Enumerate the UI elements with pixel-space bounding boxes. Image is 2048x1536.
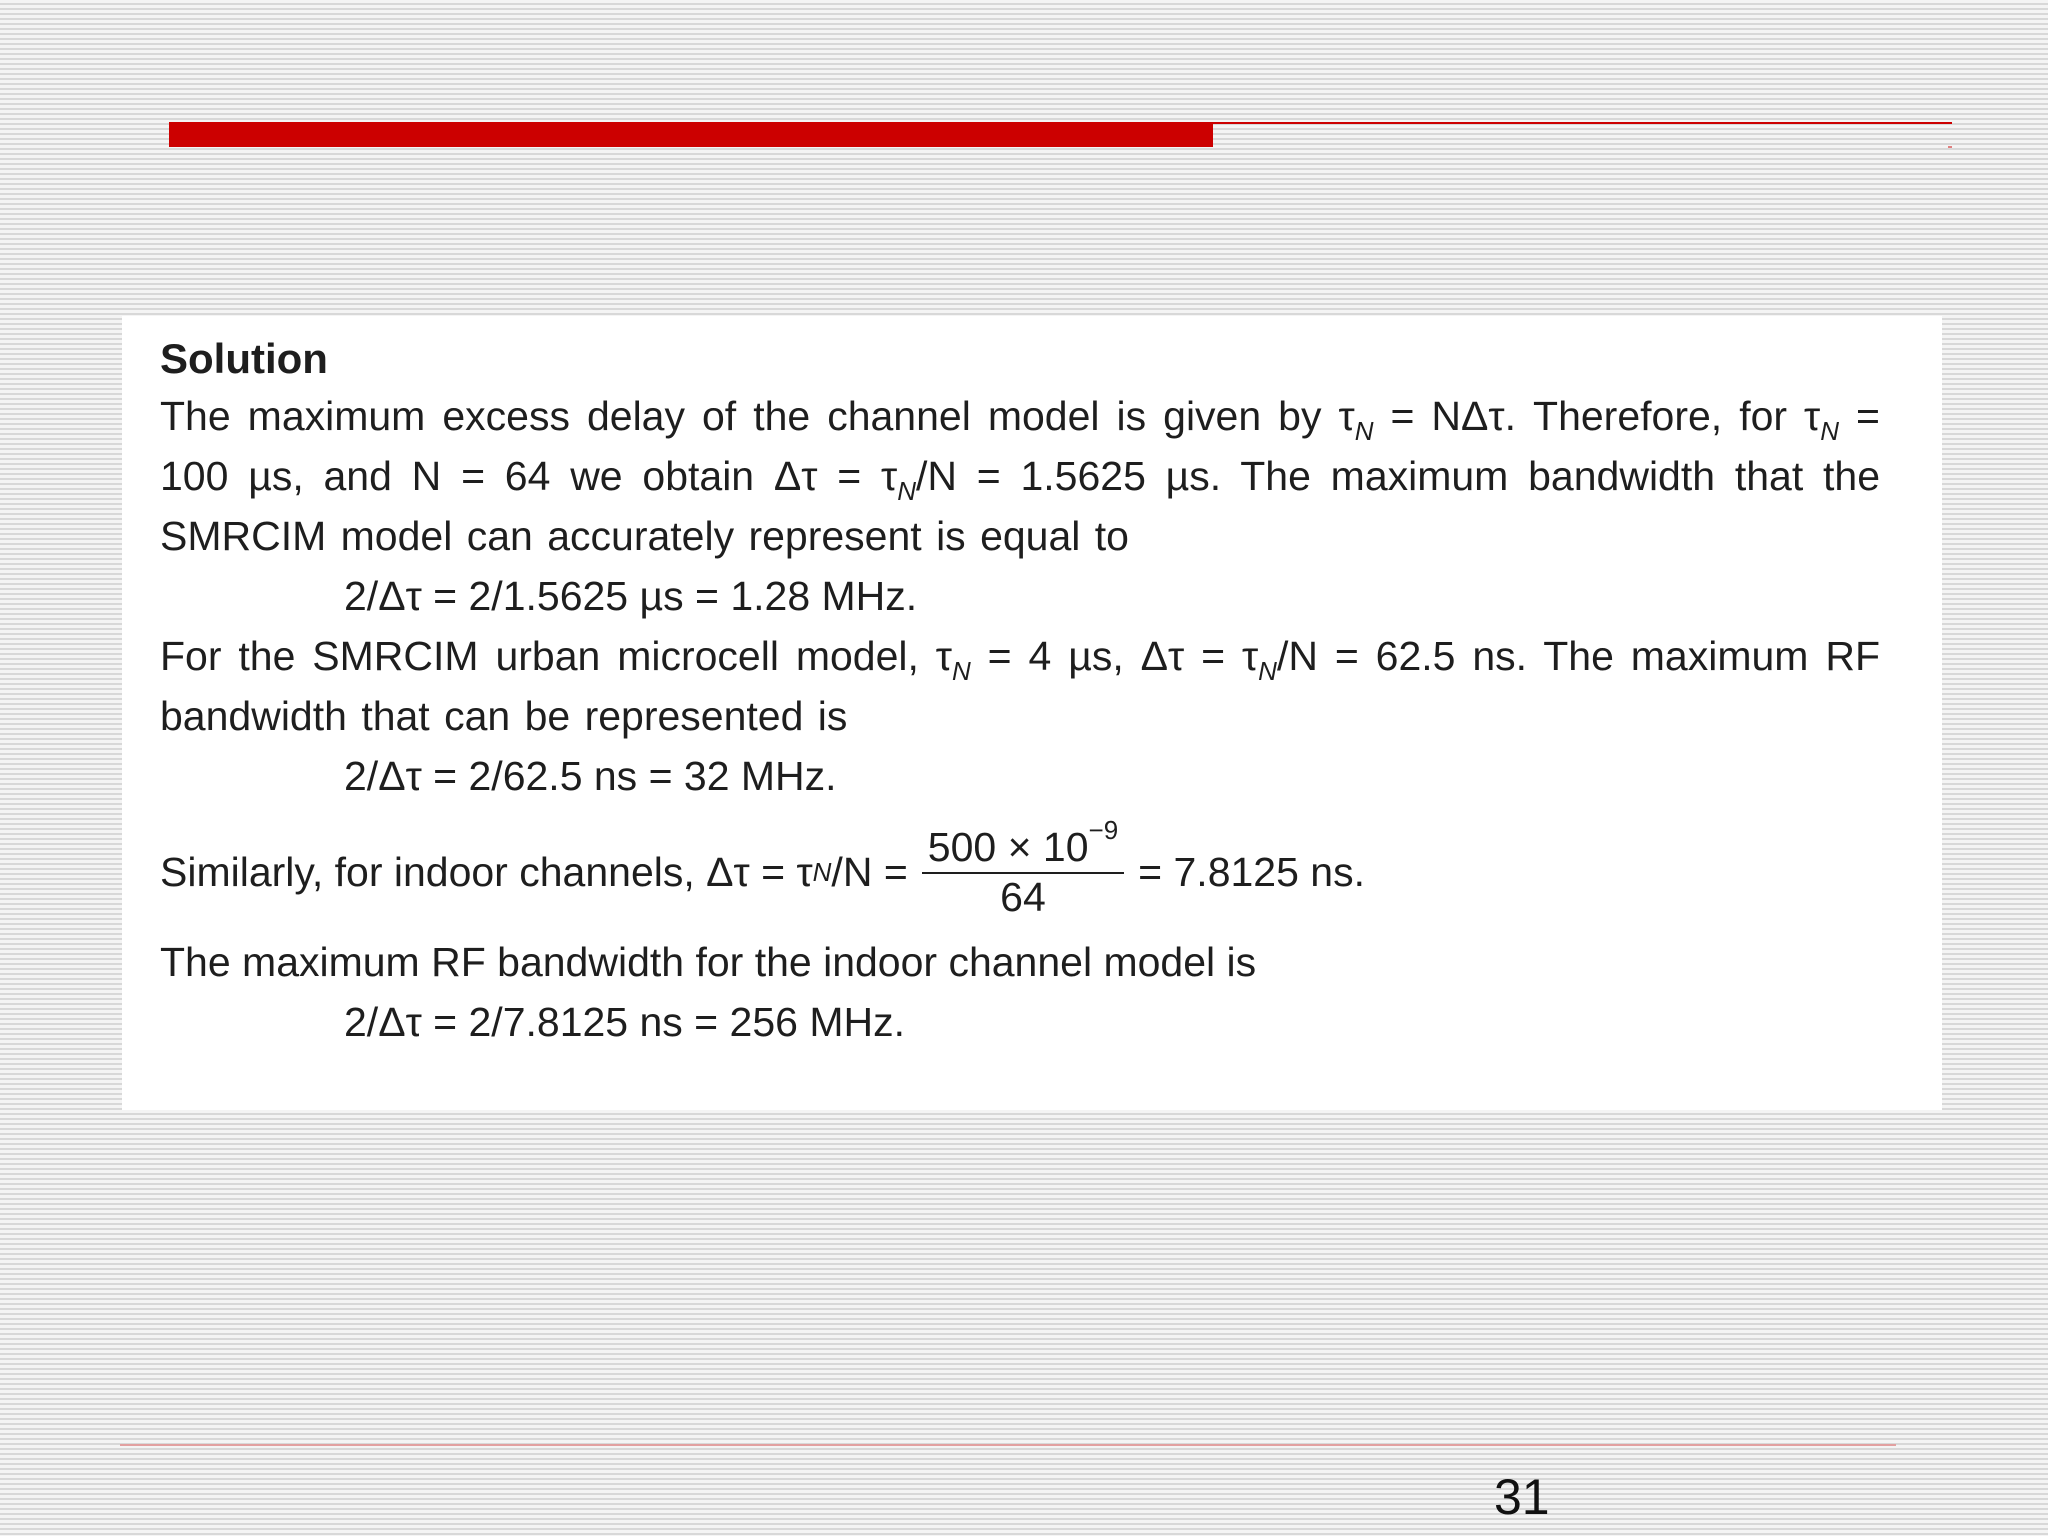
- page-number: 31: [1494, 1469, 1550, 1525]
- p1-tail-2: = 100 µs, and N = 64 we obtain Δτ = τ: [160, 393, 1880, 499]
- footer-rule: [120, 1444, 1896, 1446]
- fraction-numerator-base: 500 × 10: [927, 824, 1089, 870]
- p1-text: The maximum excess delay of the channel model is given by τ: [160, 393, 1355, 439]
- fraction-denominator: 64: [1000, 874, 1046, 920]
- p3-tail: = 7.8125 ns.: [1138, 849, 1365, 895]
- fraction: [922, 815, 1124, 920]
- solution-panel: [122, 316, 1942, 1110]
- paragraph-indoor-channels: Similarly, for indoor channels, Δτ = τ N /N = $\frac{500 \times 10^{-9}}{64}$ = 7.8125 ns.: [160, 815, 1365, 920]
- p2-mid: = 4 µs, Δτ = τ: [970, 633, 1259, 679]
- title-accent-bar: [169, 122, 1213, 147]
- paragraph-urban-microcell: [160, 626, 1880, 746]
- title-accent-rule: [1213, 122, 1952, 124]
- fraction-exponent: −9: [1088, 815, 1119, 845]
- fraction-numerator: [922, 815, 1124, 874]
- p2-text: For the SMRCIM urban microcell model, τ: [160, 633, 952, 679]
- p1-subscript-2: N: [1820, 416, 1840, 446]
- p2-subscript-2: N: [1258, 656, 1277, 686]
- paragraph-indoor-bandwidth: The maximum RF bandwidth for the indoor channel model is: [160, 939, 1257, 985]
- p3-text: Similarly, for indoor channels, Δτ = τ: [160, 849, 813, 895]
- p3-mid: /N =: [831, 849, 908, 895]
- p1-subscript: N: [1354, 416, 1374, 446]
- paragraph-max-excess-delay: [160, 386, 1880, 566]
- p1-subscript-3: N: [897, 476, 916, 506]
- p2-subscript: N: [952, 656, 971, 686]
- equation-urban-bandwidth: 2/Δτ = 2/62.5 ns = 32 MHz.: [344, 753, 837, 799]
- p1-tail: = NΔτ. Therefore, for τ: [1373, 393, 1821, 439]
- equation-indoor-bandwidth: 2/Δτ = 2/7.8125 ns = 256 MHz.: [344, 999, 905, 1045]
- p2-tail: /N = 62.5 ns. The maximum RF bandwidth that can be represented is: [160, 633, 1880, 739]
- solution-heading: Solution: [160, 335, 328, 382]
- title-accent-rule-end: [1948, 146, 1952, 148]
- p1-tail-3: /N = 1.5625 µs. The maximum bandwidth that the SMRCIM model can accurately represent is equal to: [160, 453, 1880, 559]
- equation-smrcim-bandwidth: 2/Δτ = 2/1.5625 µs = 1.28 MHz.: [344, 573, 918, 619]
